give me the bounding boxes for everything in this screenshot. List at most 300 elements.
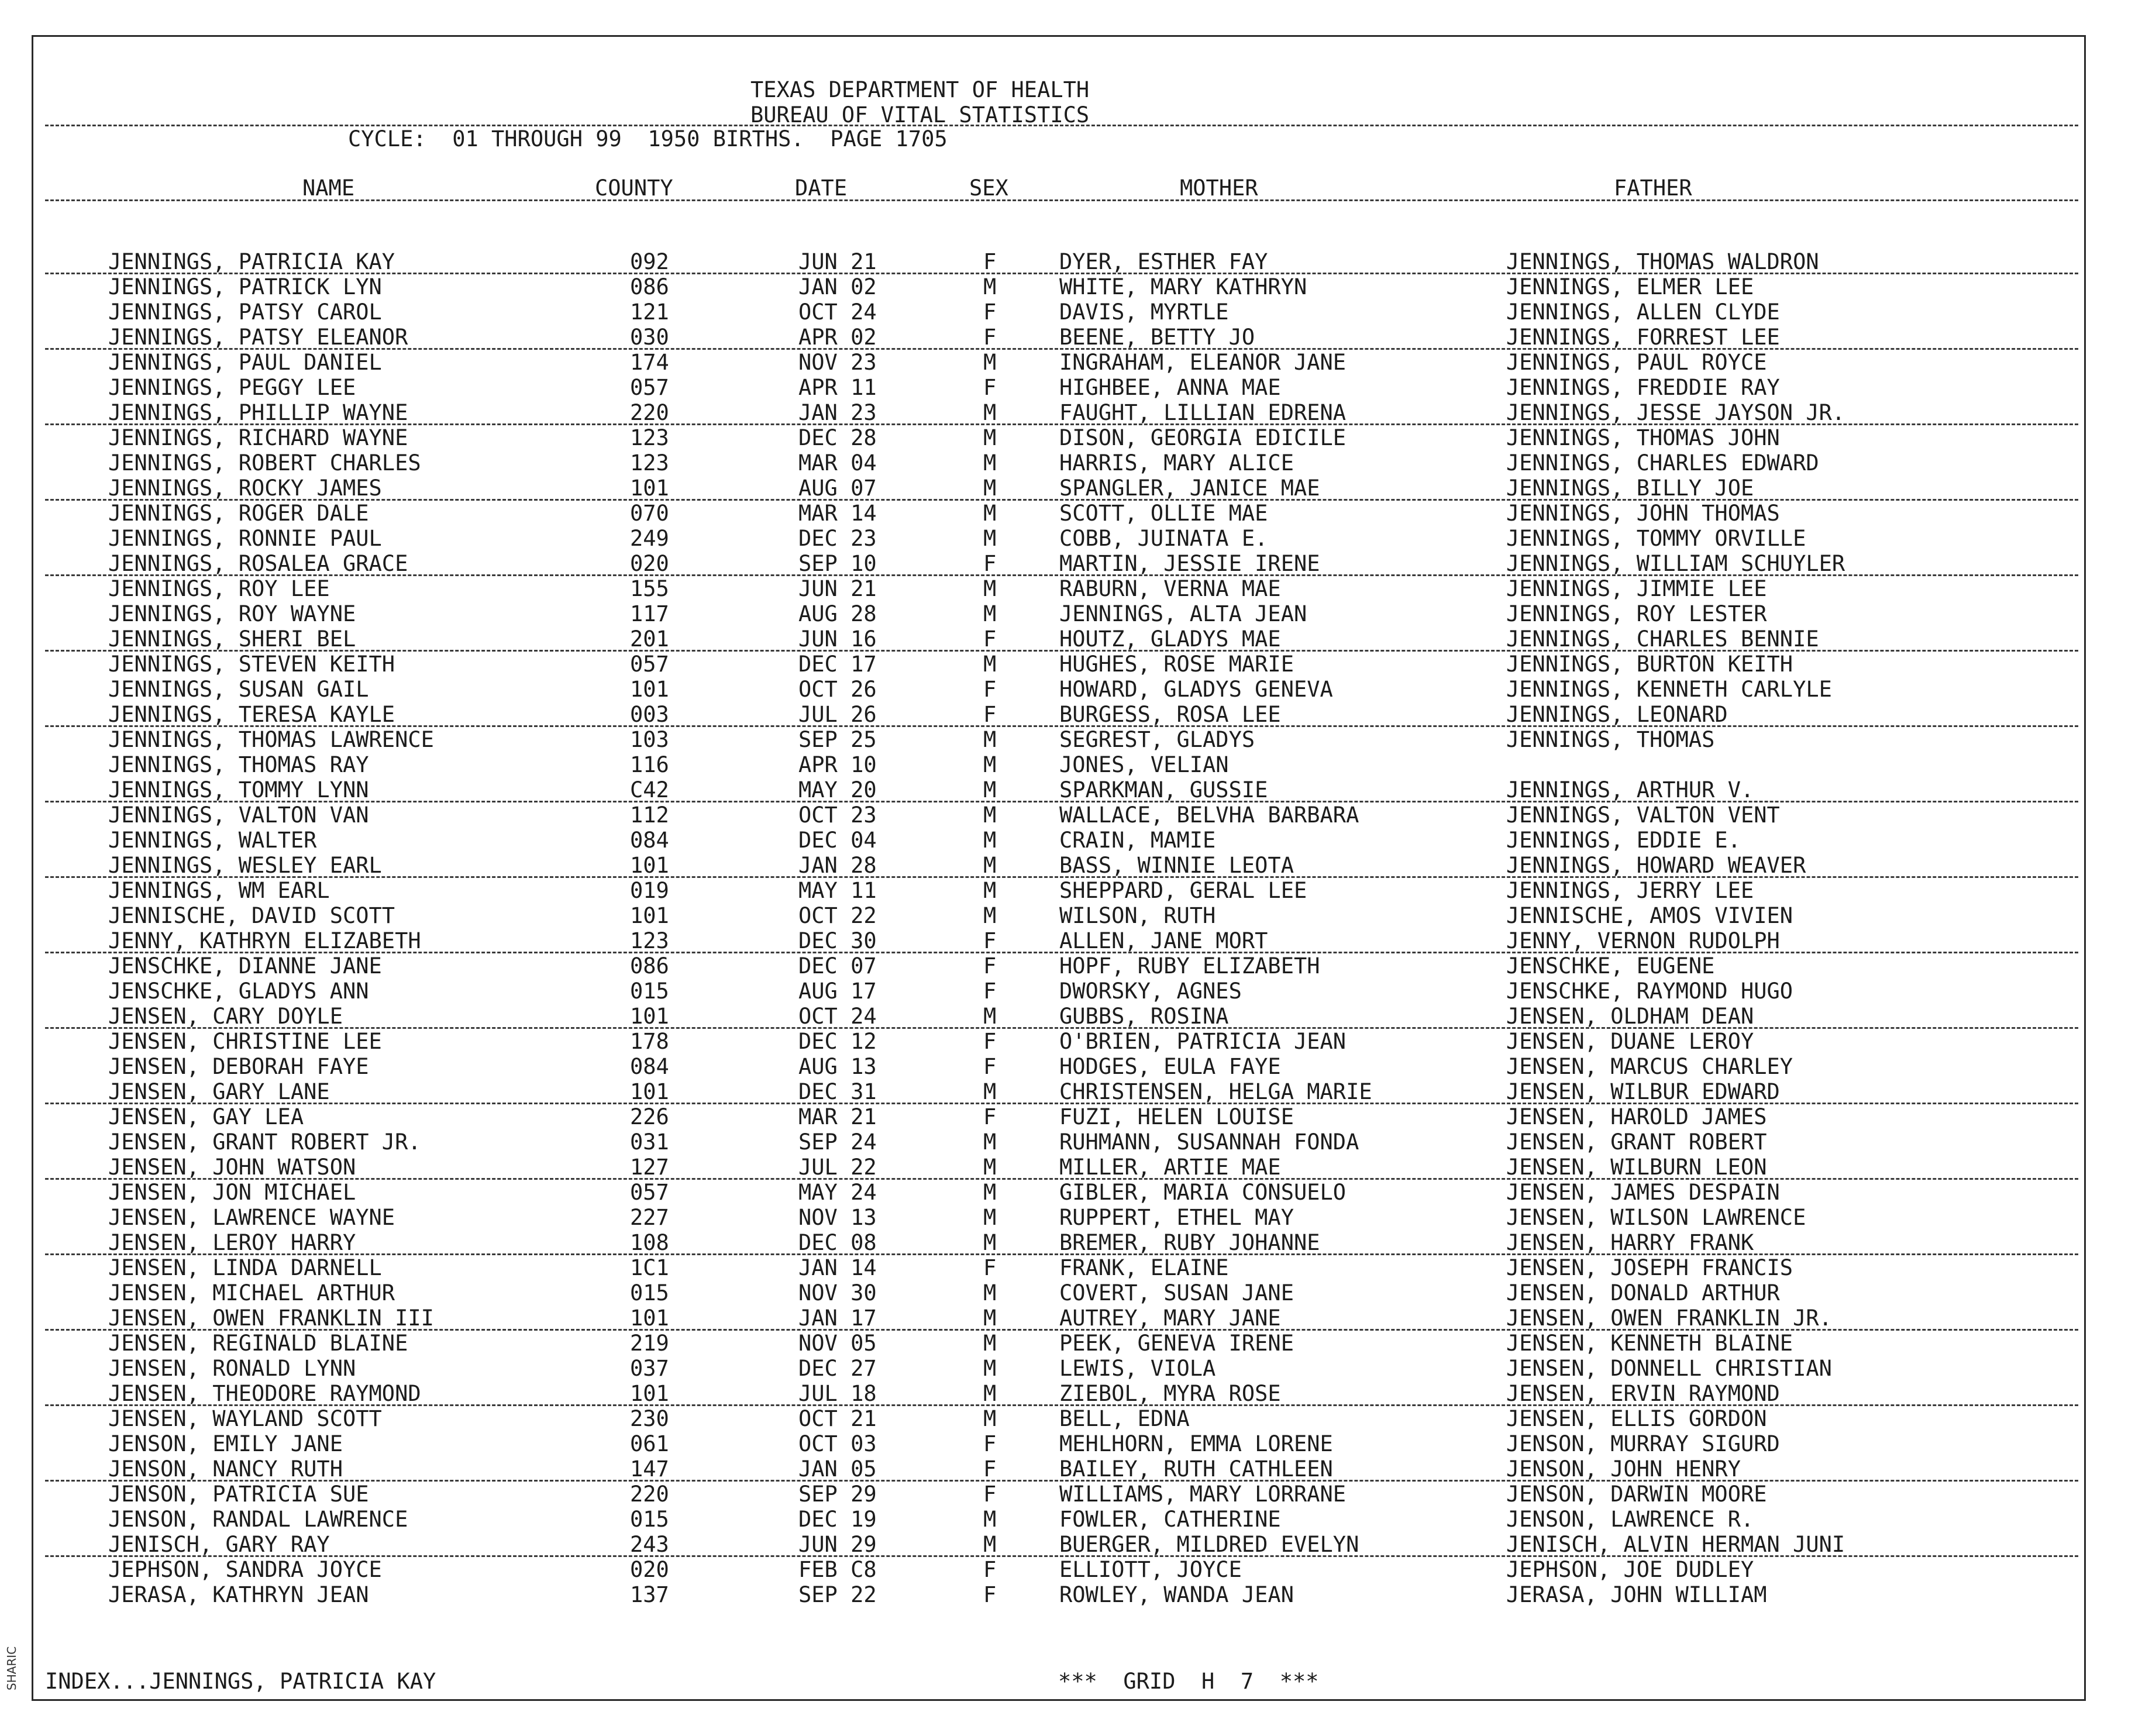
record-mother: SHEPPARD, GERAL LEE (1059, 878, 1307, 903)
record-row (33, 729, 2084, 754)
record-mother: ALLEN, JANE MORT (1059, 928, 1268, 953)
record-county: 030 (630, 325, 669, 350)
record-name: JENSEN, RONALD LYNN (108, 1356, 356, 1381)
record-date: MAY 20 (798, 777, 877, 802)
record-name: JENNINGS, WM EARL (108, 878, 330, 903)
record-date: APR 11 (798, 375, 877, 400)
record-name: JENNINGS, THOMAS LAWRENCE (108, 727, 434, 752)
record-county: 178 (630, 1029, 669, 1054)
record-father: JENSEN, WILBURN LEON (1506, 1155, 1767, 1180)
record-sex: F (983, 1431, 997, 1456)
record-row (33, 402, 2084, 427)
record-name: JENSEN, OWEN FRANKLIN III (108, 1306, 434, 1331)
record-date: JAN 02 (798, 274, 877, 299)
record-row (33, 603, 2084, 628)
record-sex: M (983, 903, 997, 928)
record-date: DEC 27 (798, 1356, 877, 1381)
record-name: JENNINGS, PEGGY LEE (108, 375, 356, 400)
record-father: JENNINGS, THOMAS JOHN (1506, 425, 1780, 450)
record-father: JENNINGS, THOMAS WALDRON (1506, 249, 1819, 274)
record-father: JENSON, MURRAY SIGURD (1506, 1431, 1780, 1456)
record-sex: M (983, 1331, 997, 1356)
record-father: JENISCH, ALVIN HERMAN JUNI (1506, 1532, 1845, 1557)
record-county: 243 (630, 1532, 669, 1557)
record-name: JENNINGS, ROY WAYNE (108, 601, 356, 626)
record-mother: LEWIS, VIOLA (1059, 1356, 1216, 1381)
record-mother: HIGHBEE, ANNA MAE (1059, 375, 1281, 400)
record-date: MAY 11 (798, 878, 877, 903)
record-county: 123 (630, 425, 669, 450)
record-sex: M (983, 1129, 997, 1155)
record-county: 061 (630, 1431, 669, 1456)
record-sex: M (983, 1230, 997, 1255)
record-sex: M (983, 526, 997, 551)
record-father: JENNINGS, ARTHUR V. (1506, 777, 1754, 802)
record-row (33, 880, 2084, 905)
record-row (33, 1232, 2084, 1257)
record-mother: COVERT, SUSAN JANE (1059, 1280, 1294, 1306)
header-cycle: CYCLE: 01 THROUGH 99 1950 BIRTHS. PAGE 1705 (348, 126, 948, 151)
record-mother: FUZI, HELEN LOUISE (1059, 1104, 1294, 1129)
record-row (33, 1081, 2084, 1106)
record-date: MAR 14 (798, 501, 877, 526)
record-county: 084 (630, 1054, 669, 1079)
record-name: JENNY, KATHRYN ELIZABETH (108, 928, 421, 953)
record-date: FEB C8 (798, 1557, 877, 1582)
record-row (33, 578, 2084, 603)
record-name: JENISCH, GARY RAY (108, 1532, 330, 1557)
record-mother: SCOTT, OLLIE MAE (1059, 501, 1268, 526)
record-date: DEC 04 (798, 828, 877, 853)
record-date: DEC 31 (798, 1079, 877, 1104)
record-sex: F (983, 702, 997, 727)
record-mother: MILLER, ARTIE MAE (1059, 1155, 1281, 1180)
record-sex: F (983, 299, 997, 325)
record-mother: RUHMANN, SUSANNAH FONDA (1059, 1129, 1359, 1155)
record-name: JEPHSON, SANDRA JOYCE (108, 1557, 382, 1582)
record-mother: ELLIOTT, JOYCE (1059, 1557, 1242, 1582)
record-mother: FOWLER, CATHERINE (1059, 1507, 1281, 1532)
column-header-date: DATE (795, 175, 848, 201)
record-row (33, 1307, 2084, 1332)
record-county: 227 (630, 1205, 669, 1230)
record-mother: BUERGER, MILDRED EVELYN (1059, 1532, 1359, 1557)
record-sex: M (983, 853, 997, 878)
record-sex: M (983, 1004, 997, 1029)
record-date: SEP 29 (798, 1482, 877, 1507)
record-county: 174 (630, 350, 669, 375)
record-mother: HUGHES, ROSE MARIE (1059, 652, 1294, 677)
record-father: JENNINGS, WILLIAM SCHUYLER (1506, 551, 1845, 576)
record-row (33, 1559, 2084, 1584)
record-father: JENNINGS, THOMAS (1506, 727, 1715, 752)
record-father: JENNINGS, EDDIE E. (1506, 828, 1741, 853)
record-row (33, 1207, 2084, 1232)
record-row (33, 930, 2084, 955)
record-sex: M (983, 727, 997, 752)
record-county: 147 (630, 1456, 669, 1482)
record-sex: F (983, 1054, 997, 1079)
record-row (33, 452, 2084, 477)
record-row (33, 1383, 2084, 1408)
record-name: JENSON, EMILY JANE (108, 1431, 343, 1456)
record-sex: F (983, 375, 997, 400)
record-mother: HARRIS, MARY ALICE (1059, 450, 1294, 476)
record-father: JENNINGS, BURTON KEITH (1506, 652, 1793, 677)
record-sex: F (983, 953, 997, 979)
record-county: 121 (630, 299, 669, 325)
record-father: JENSEN, JAMES DESPAIN (1506, 1180, 1780, 1205)
record-county: 101 (630, 476, 669, 501)
record-name: JENSEN, DEBORAH FAYE (108, 1054, 369, 1079)
record-mother: FRANK, ELAINE (1059, 1255, 1229, 1280)
record-mother: HOPF, RUBY ELIZABETH (1059, 953, 1320, 979)
record-mother: WILSON, RUTH (1059, 903, 1216, 928)
record-county: 155 (630, 576, 669, 601)
record-date: JUL 18 (798, 1381, 877, 1406)
record-date: OCT 22 (798, 903, 877, 928)
record-name: JENNINGS, WESLEY EARL (108, 853, 382, 878)
record-county: 020 (630, 551, 669, 576)
record-name: JENNINGS, VALTON VAN (108, 802, 369, 828)
record-sex: F (983, 325, 997, 350)
record-date: SEP 24 (798, 1129, 877, 1155)
record-date: APR 02 (798, 325, 877, 350)
record-sex: M (983, 1155, 997, 1180)
record-row (33, 1534, 2084, 1559)
record-date: JUN 29 (798, 1532, 877, 1557)
record-father: JENNINGS, ALLEN CLYDE (1506, 299, 1780, 325)
record-row (33, 528, 2084, 553)
record-date: MAR 04 (798, 450, 877, 476)
record-date: JUL 22 (798, 1155, 877, 1180)
record-county: 101 (630, 853, 669, 878)
record-mother: DISON, GEORGIA EDICILE (1059, 425, 1347, 450)
record-row (33, 301, 2084, 326)
record-mother: SPANGLER, JANICE MAE (1059, 476, 1320, 501)
record-county: 116 (630, 752, 669, 777)
record-row (33, 855, 2084, 880)
record-name: JENNINGS, PATSY ELEANOR (108, 325, 408, 350)
record-county: 219 (630, 1331, 669, 1356)
record-father: JENNINGS, CHARLES BENNIE (1506, 626, 1819, 652)
record-date: JAN 05 (798, 1456, 877, 1482)
column-header-name: NAME (302, 175, 355, 201)
record-date: JAN 23 (798, 400, 877, 425)
record-sex: M (983, 425, 997, 450)
record-mother: DYER, ESTHER FAY (1059, 249, 1268, 274)
record-county: 108 (630, 1230, 669, 1255)
record-row (33, 1332, 2084, 1358)
record-name: JENSEN, MICHAEL ARTHUR (108, 1280, 395, 1306)
header-bureau: BUREAU OF VITAL STATISTICS (750, 102, 1090, 128)
record-father: JENNINGS, JESSE JAYSON JR. (1506, 400, 1845, 425)
record-row (33, 1106, 2084, 1131)
record-mother: CRAIN, MAMIE (1059, 828, 1216, 853)
record-date: JAN 14 (798, 1255, 877, 1280)
footer-grid: *** GRID H 7 *** (1058, 1669, 1319, 1694)
record-name: JENSEN, LAWRENCE WAYNE (108, 1205, 395, 1230)
record-date: DEC 17 (798, 652, 877, 677)
record-father: JEPHSON, JOE DUDLEY (1506, 1557, 1754, 1582)
record-sex: M (983, 1180, 997, 1205)
record-mother: BAILEY, RUTH CATHLEEN (1059, 1456, 1333, 1482)
record-date: JAN 28 (798, 853, 877, 878)
record-date: DEC 30 (798, 928, 877, 953)
record-row (33, 553, 2084, 578)
record-mother: GIBLER, MARIA CONSUELO (1059, 1180, 1347, 1205)
record-sex: M (983, 1532, 997, 1557)
record-father: JENSEN, WILBUR EDWARD (1506, 1079, 1780, 1104)
record-mother: BELL, EDNA (1059, 1406, 1190, 1431)
record-date: DEC 19 (798, 1507, 877, 1532)
record-county: 101 (630, 677, 669, 702)
record-row (33, 905, 2084, 930)
record-sex: M (983, 828, 997, 853)
record-sex: M (983, 601, 997, 626)
record-sex: F (983, 928, 997, 953)
record-county: 101 (630, 1306, 669, 1331)
record-name: JENSEN, CHRISTINE LEE (108, 1029, 382, 1054)
record-name: JENNINGS, TERESA KAYLE (108, 702, 395, 727)
record-row (33, 377, 2084, 402)
record-name: JENNINGS, RICHARD WAYNE (108, 425, 408, 450)
record-father: JERASA, JOHN WILLIAM (1506, 1582, 1767, 1607)
record-mother: BREMER, RUBY JOHANNE (1059, 1230, 1320, 1255)
record-row (33, 276, 2084, 301)
record-county: 137 (630, 1582, 669, 1607)
record-row (33, 829, 2084, 855)
record-sex: M (983, 1306, 997, 1331)
record-sex: M (983, 450, 997, 476)
record-date: APR 10 (798, 752, 877, 777)
record-row (33, 628, 2084, 653)
record-sex: M (983, 1205, 997, 1230)
record-date: JUN 16 (798, 626, 877, 652)
record-county: 031 (630, 1129, 669, 1155)
record-name: JENSEN, WAYLAND SCOTT (108, 1406, 382, 1431)
record-mother: DWORSKY, AGNES (1059, 979, 1242, 1004)
record-name: JENSEN, LEROY HARRY (108, 1230, 356, 1255)
record-county: 101 (630, 1004, 669, 1029)
record-sex: M (983, 476, 997, 501)
record-father: JENNINGS, JOHN THOMAS (1506, 501, 1780, 526)
record-county: 117 (630, 601, 669, 626)
record-mother: JONES, VELIAN (1059, 752, 1229, 777)
record-county: 015 (630, 1507, 669, 1532)
record-name: JENNINGS, PATSY CAROL (108, 299, 382, 325)
record-name: JENSEN, GAY LEA (108, 1104, 304, 1129)
record-name: JENSON, RANDAL LAWRENCE (108, 1507, 408, 1532)
record-mother: MARTIN, JESSIE IRENE (1059, 551, 1320, 576)
record-date: JUL 26 (798, 702, 877, 727)
record-county: 230 (630, 1406, 669, 1431)
record-sex: F (983, 626, 997, 652)
record-father: JENNINGS, FREDDIE RAY (1506, 375, 1780, 400)
record-date: SEP 10 (798, 551, 877, 576)
record-date: MAR 21 (798, 1104, 877, 1129)
record-name: JENSCHKE, GLADYS ANN (108, 979, 369, 1004)
record-sex: M (983, 802, 997, 828)
record-row (33, 251, 2084, 276)
record-date: NOV 30 (798, 1280, 877, 1306)
record-name: JENSEN, THEODORE RAYMOND (108, 1381, 421, 1406)
record-name: JENSEN, CARY DOYLE (108, 1004, 343, 1029)
record-row (33, 477, 2084, 502)
record-sex: F (983, 249, 997, 274)
record-mother: BURGESS, ROSA LEE (1059, 702, 1281, 727)
record-sex: M (983, 652, 997, 677)
record-row (33, 704, 2084, 729)
record-father: JENNINGS, HOWARD WEAVER (1506, 853, 1806, 878)
record-name: JENSEN, LINDA DARNELL (108, 1255, 382, 1280)
record-father: JENSON, LAWRENCE R. (1506, 1507, 1754, 1532)
record-name: JENSCHKE, DIANNE JANE (108, 953, 382, 979)
record-mother: BEENE, BETTY JO (1059, 325, 1255, 350)
record-sex: F (983, 979, 997, 1004)
record-date: JAN 17 (798, 1306, 877, 1331)
record-date: AUG 28 (798, 601, 877, 626)
record-father: JENNINGS, LEONARD (1506, 702, 1728, 727)
record-row (33, 779, 2084, 804)
record-county: 015 (630, 979, 669, 1004)
record-mother: HOUTZ, GLADYS MAE (1059, 626, 1281, 652)
record-county: 003 (630, 702, 669, 727)
record-name: JENNINGS, ROSALEA GRACE (108, 551, 408, 576)
record-sex: F (983, 677, 997, 702)
record-county: 220 (630, 400, 669, 425)
record-sex: M (983, 350, 997, 375)
record-father: JENNINGS, JERRY LEE (1506, 878, 1754, 903)
record-row (33, 653, 2084, 678)
record-county: 015 (630, 1280, 669, 1306)
record-county: 220 (630, 1482, 669, 1507)
record-row (33, 1433, 2084, 1458)
record-father: JENSEN, ERVIN RAYMOND (1506, 1381, 1780, 1406)
record-county: C42 (630, 777, 669, 802)
record-father: JENNINGS, BILLY JOE (1506, 476, 1754, 501)
record-name: JENNINGS, WALTER (108, 828, 317, 853)
record-row (33, 1282, 2084, 1307)
column-header-county: COUNTY (595, 175, 673, 201)
record-father: JENNINGS, CHARLES EDWARD (1506, 450, 1819, 476)
record-county: 084 (630, 828, 669, 853)
record-date: DEC 12 (798, 1029, 877, 1054)
record-mother: ROWLEY, WANDA JEAN (1059, 1582, 1294, 1607)
record-name: JENNINGS, ROCKY JAMES (108, 476, 382, 501)
record-county: 123 (630, 450, 669, 476)
record-father: JENSCHKE, EUGENE (1506, 953, 1715, 979)
record-date: JUN 21 (798, 576, 877, 601)
record-name: JENNINGS, PAUL DANIEL (108, 350, 382, 375)
record-father: JENNINGS, PAUL ROYCE (1506, 350, 1767, 375)
record-father: JENSEN, DONNELL CHRISTIAN (1506, 1356, 1832, 1381)
record-name: JENNINGS, RONNIE PAUL (108, 526, 382, 551)
record-date: NOV 13 (798, 1205, 877, 1230)
record-county: 1C1 (630, 1255, 669, 1280)
record-mother: JENNINGS, ALTA JEAN (1059, 601, 1307, 626)
record-mother: FAUGHT, LILLIAN EDRENA (1059, 400, 1347, 425)
record-name: JENSEN, REGINALD BLAINE (108, 1331, 408, 1356)
record-sex: F (983, 1029, 997, 1054)
record-mother: COBB, JUINATA E. (1059, 526, 1268, 551)
record-name: JENSON, PATRICIA SUE (108, 1482, 369, 1507)
column-header-sex: SEX (969, 175, 1008, 201)
record-name: JENNINGS, SUSAN GAIL (108, 677, 369, 702)
record-row (33, 1483, 2084, 1508)
record-date: AUG 17 (798, 979, 877, 1004)
record-father: JENSEN, OLDHAM DEAN (1506, 1004, 1754, 1029)
record-row (33, 754, 2084, 779)
record-father: JENNY, VERNON RUDOLPH (1506, 928, 1780, 953)
record-name: JENNINGS, ROY LEE (108, 576, 330, 601)
record-county: 092 (630, 249, 669, 274)
footer-index: INDEX...JENNINGS, PATRICIA KAY (45, 1669, 436, 1694)
record-father: JENSEN, HARRY FRANK (1506, 1230, 1754, 1255)
record-name: JENSEN, GRANT ROBERT JR. (108, 1129, 421, 1155)
record-county: 249 (630, 526, 669, 551)
record-county: 201 (630, 626, 669, 652)
column-header-father: FATHER (1614, 175, 1692, 201)
record-mother: HODGES, EULA FAYE (1059, 1054, 1281, 1079)
record-date: DEC 28 (798, 425, 877, 450)
record-sex: M (983, 878, 997, 903)
record-county: 020 (630, 1557, 669, 1582)
record-row (33, 352, 2084, 377)
record-sex: F (983, 1557, 997, 1582)
record-name: JENNINGS, STEVEN KEITH (108, 652, 395, 677)
record-row (33, 1584, 2084, 1609)
record-mother: HOWARD, GLADYS GENEVA (1059, 677, 1333, 702)
record-father: JENNINGS, ROY LESTER (1506, 601, 1767, 626)
record-sex: F (983, 551, 997, 576)
record-county: 123 (630, 928, 669, 953)
record-row (33, 1156, 2084, 1182)
record-mother: DAVIS, MYRTLE (1059, 299, 1229, 325)
record-father: JENSEN, DUANE LEROY (1506, 1029, 1754, 1054)
record-father: JENNINGS, JIMMIE LEE (1506, 576, 1767, 601)
record-county: 226 (630, 1104, 669, 1129)
index-sheet (32, 35, 2086, 1701)
record-sex: F (983, 1582, 997, 1607)
record-date: OCT 21 (798, 1406, 877, 1431)
column-header-mother: MOTHER (1180, 175, 1258, 201)
record-father: JENSEN, WILSON LAWRENCE (1506, 1205, 1806, 1230)
record-date: MAY 24 (798, 1180, 877, 1205)
record-father: JENSEN, MARCUS CHARLEY (1506, 1054, 1793, 1079)
record-row (33, 1257, 2084, 1282)
record-date: NOV 05 (798, 1331, 877, 1356)
record-mother: WILLIAMS, MARY LORRANE (1059, 1482, 1347, 1507)
record-father: JENSEN, GRANT ROBERT (1506, 1129, 1767, 1155)
record-county: 086 (630, 953, 669, 979)
record-county: 101 (630, 903, 669, 928)
record-county: 019 (630, 878, 669, 903)
record-sex: M (983, 1381, 997, 1406)
record-county: 101 (630, 1079, 669, 1104)
record-name: JENSEN, GARY LANE (108, 1079, 330, 1104)
record-row (33, 502, 2084, 528)
record-row (33, 1005, 2084, 1031)
record-father: JENSCHKE, RAYMOND HUGO (1506, 979, 1793, 1004)
record-row (33, 1408, 2084, 1433)
record-sex: M (983, 777, 997, 802)
record-mother: WHITE, MARY KATHRYN (1059, 274, 1307, 299)
record-sex: F (983, 1104, 997, 1129)
record-father: JENSON, JOHN HENRY (1506, 1456, 1741, 1482)
record-mother: O'BRIEN, PATRICIA JEAN (1059, 1029, 1347, 1054)
record-date: OCT 03 (798, 1431, 877, 1456)
